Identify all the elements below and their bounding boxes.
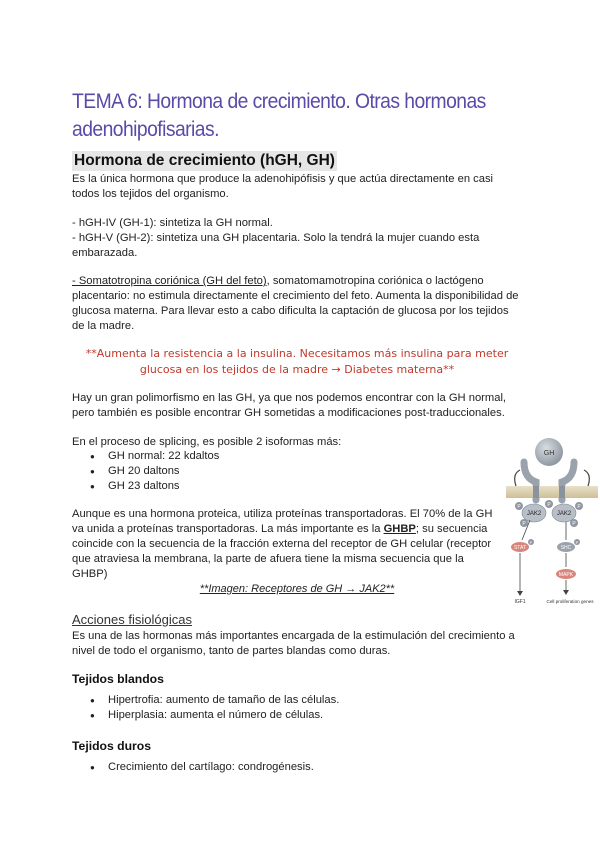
cell-proliferation-label: Cell proliferation genes <box>546 599 594 604</box>
gh-label: GH <box>543 450 555 457</box>
soft-tissues-heading: Tejidos blandos <box>72 672 164 686</box>
ghbp-term: GHBP <box>383 523 416 535</box>
transport-text-a: Aunque es una hormona proteica, utiliza proteínas transportadoras. El 70% de la GH va unida a proteínas transportadoras. La más importante es la <box>72 508 493 535</box>
mapk-label: MAPK <box>558 572 574 578</box>
phosphate-label: P <box>529 540 533 545</box>
list-item: ● GH normal: 22 kdaltos <box>72 449 219 464</box>
highlight-note: **Aumenta la resistencia a la insulina. Necesitamos más insulina para meter glucosa en los tejidos de la madre → Diabetes materna** <box>85 347 509 376</box>
jak2-label: JAK2 <box>556 511 572 517</box>
image-caption: **Imagen: Receptores de GH → JAK2** <box>199 583 395 595</box>
shc-label: SHC <box>560 545 572 551</box>
somatotropina-label: - Somatotropina coriónica (GH del feto) <box>72 275 267 287</box>
hard-tissues-heading: Tejidos duros <box>72 739 151 753</box>
variant-gh1: - hGH-IV (GH-1): sintetiza la GH normal. <box>72 217 273 229</box>
phosphate-label: P <box>577 504 581 510</box>
actions-heading: Acciones fisiológicas <box>72 612 192 627</box>
page-title: TEMA 6: Hormona de crecimiento. Otras hormonas adenohipofisarias. <box>72 90 486 141</box>
polymorphism-paragraph: Hay un gran polimorfismo en las GH, ya que nos podemos encontrar con la GH normal, pero también es posible encontrar GH sometidas a modificaciones post-traduccionales. <box>72 392 507 419</box>
transport-text-b: ; su secuencia coincide con la secuencia de la fracción externa del receptor de GH celular (receptor que atraviesa la membrana, la parte de afuera tiene la misma secuencia que la GHBP) <box>72 523 492 580</box>
list-item: ● GH 23 daltons <box>72 479 219 494</box>
list-item: ● GH 20 daltons <box>72 464 219 479</box>
section-heading: Hormona de crecimiento (hGH, GH) <box>74 152 335 169</box>
somatotropina-text: , somatomamotropina coriónica o lactógeno placentario: no estimula directamente el crecimiento del feto. Aumenta la disponibilidad de glucosa materna. Para llevar esto a cabo dificulta la captación de glucosa por los tejidos de la madre. <box>72 275 519 332</box>
list-item: ● Hiperplasia: aumenta el número de células. <box>72 708 339 723</box>
phosphate-label: P <box>522 521 526 527</box>
phosphate-label: P <box>572 521 576 527</box>
arrow-icon <box>515 470 520 486</box>
stat-label: STAT <box>513 545 527 551</box>
hard-tissues-list <box>72 760 314 775</box>
cell-membrane <box>506 486 598 498</box>
arrow-icon <box>584 470 589 486</box>
soft-tissues-list <box>72 693 339 723</box>
phosphate-label: P <box>517 504 521 510</box>
list-item: ● Crecimiento del cartílago: condrogénesis. <box>72 760 314 775</box>
actions-paragraph: Es una de las hormonas más importantes encargada de la estimulación del crecimiento a nivel de todo el organismo, tanto de partes blandas como duras. <box>72 630 515 657</box>
intro-paragraph: Es la única hormona que produce la adenohipófisis y que actúa directamente en casi todos los tejidos del organismo. <box>72 173 494 200</box>
variant-gh2: - hGH-V (GH-2): sintetiza una GH placentaria. Solo la tendrá la mujer cuando esta embarazada. <box>72 232 480 259</box>
transport-paragraph <box>72 507 497 582</box>
list-item: ● Hipertrofia: aumento de tamaño de las células. <box>72 693 339 708</box>
phosphate-label: P <box>547 502 551 508</box>
phosphate-label: P <box>575 540 579 545</box>
splicing-intro: En el proceso de splicing, es posible 2 isoformas más: <box>72 436 342 448</box>
isoform-list <box>72 449 219 494</box>
somatotropina-paragraph <box>72 274 522 334</box>
igf1-label: IGF1 <box>514 599 526 605</box>
gh-receptor-diagram <box>506 436 598 612</box>
jak2-label: JAK2 <box>526 511 542 517</box>
